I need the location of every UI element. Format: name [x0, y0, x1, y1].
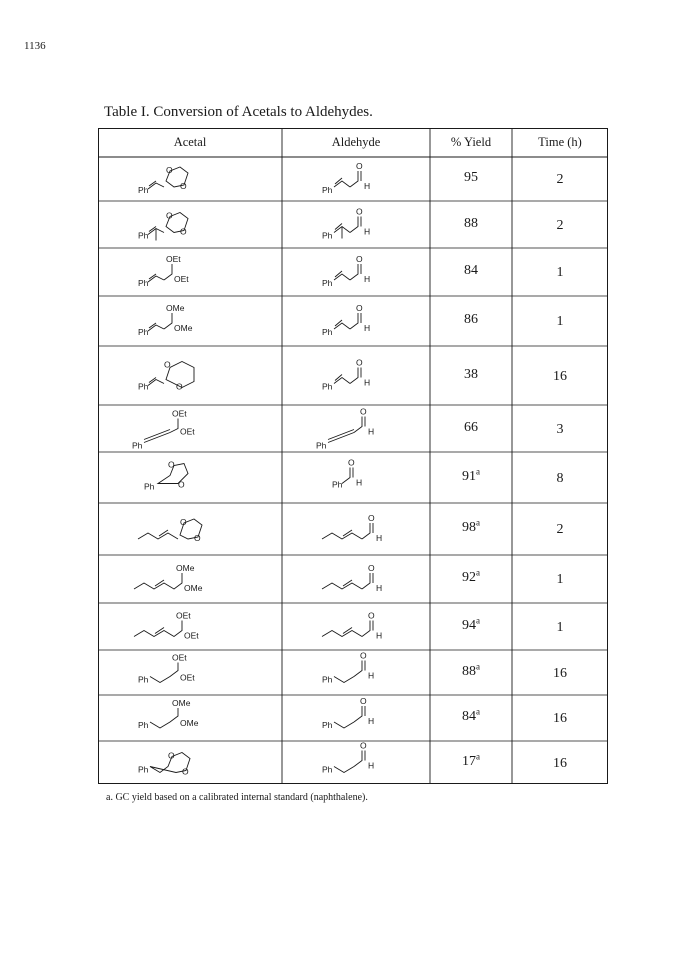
- svg-text:O: O: [360, 696, 367, 706]
- svg-text:Ph: Ph: [138, 278, 149, 288]
- svg-text:OEt: OEt: [180, 672, 195, 683]
- svg-text:O: O: [194, 533, 201, 543]
- svg-text:O: O: [356, 161, 363, 171]
- svg-text:H: H: [376, 533, 383, 543]
- aldehyde-structure: [282, 695, 430, 741]
- yield-cell: [430, 660, 512, 680]
- svg-text:H: H: [368, 716, 375, 726]
- aldehyde-structure: [282, 603, 430, 650]
- svg-text:H: H: [364, 274, 371, 284]
- yield-cell: [430, 465, 512, 485]
- acetal-structure: [98, 201, 282, 248]
- aldehyde-structure: [282, 650, 430, 695]
- svg-text:Ph: Ph: [132, 440, 143, 451]
- time-cell: 1: [556, 265, 564, 280]
- yield-value: 66: [464, 419, 478, 435]
- svg-text:OEt: OEt: [172, 408, 187, 419]
- svg-text:Ph: Ph: [322, 381, 333, 392]
- svg-text:H: H: [364, 323, 371, 333]
- yield-footnote-mark: a: [476, 567, 480, 578]
- svg-text:Ph: Ph: [138, 674, 149, 685]
- time-cell: 16: [553, 665, 567, 681]
- svg-text:OMe: OMe: [172, 698, 191, 708]
- aldehyde-structure: [282, 405, 430, 452]
- svg-text:O: O: [168, 459, 175, 470]
- yield-value: 88: [464, 215, 478, 231]
- svg-text:H: H: [364, 226, 371, 237]
- svg-text:Ph: Ph: [322, 185, 333, 195]
- aldehyde-structure: [282, 157, 430, 201]
- time-cell: 3: [556, 421, 564, 437]
- svg-text:O: O: [166, 210, 173, 221]
- yield-value: 94: [462, 617, 476, 633]
- yield-cell: [430, 170, 512, 186]
- aldehyde-structure: [282, 555, 430, 603]
- svg-text:Ph: Ph: [144, 481, 155, 492]
- time-cell: 2: [556, 217, 564, 233]
- svg-text:O: O: [356, 206, 363, 217]
- table-title: Table I. Conversion of Acetals to Aldehydes.: [104, 104, 373, 120]
- time-cell: 16: [553, 368, 567, 384]
- aldehyde-structure: [282, 503, 430, 555]
- time-cell: 1: [556, 572, 564, 587]
- acetal-structure: [98, 346, 282, 405]
- yield-footnote-mark: a: [476, 706, 480, 717]
- aldehyde-structure: [282, 296, 430, 346]
- time-cell: 16: [553, 755, 567, 771]
- yield-value: 84: [464, 263, 478, 278]
- aldehyde-structure: [282, 452, 430, 503]
- yield-footnote-mark: a: [476, 750, 480, 761]
- yield-cell: [430, 216, 512, 232]
- svg-text:H: H: [368, 760, 375, 771]
- svg-text:O: O: [348, 457, 355, 468]
- svg-text:Ph: Ph: [138, 327, 149, 337]
- svg-text:H: H: [376, 583, 383, 593]
- acetal-structure: [98, 248, 282, 296]
- yield-cell: [430, 567, 512, 586]
- svg-text:OEt: OEt: [172, 652, 187, 663]
- header-aldehyde: Aldehyde: [331, 135, 381, 149]
- acetal-structure: [98, 452, 282, 503]
- svg-text:Ph: Ph: [322, 327, 333, 337]
- yield-footnote-mark: a: [476, 517, 480, 528]
- svg-text:O: O: [182, 766, 189, 777]
- svg-text:OMe: OMe: [166, 303, 185, 313]
- header-yield: % Yield: [450, 135, 492, 149]
- svg-text:OMe: OMe: [176, 563, 195, 573]
- svg-text:Ph: Ph: [322, 764, 333, 775]
- svg-text:O: O: [360, 741, 367, 751]
- svg-text:Ph: Ph: [332, 479, 343, 490]
- time-cell: 8: [556, 470, 564, 486]
- yield-value: 91: [462, 468, 476, 484]
- svg-text:O: O: [368, 513, 375, 523]
- header-acetal: Acetal: [173, 135, 207, 149]
- yield-value: 17: [462, 753, 476, 769]
- acetal-structure: [98, 157, 282, 201]
- svg-text:Ph: Ph: [138, 720, 149, 730]
- svg-text:OMe: OMe: [180, 718, 199, 728]
- acetal-structure: [98, 503, 282, 555]
- svg-text:OEt: OEt: [166, 254, 181, 264]
- svg-text:Ph: Ph: [316, 440, 327, 451]
- yield-value: 86: [464, 312, 478, 327]
- svg-text:Ph: Ph: [322, 720, 333, 730]
- svg-text:O: O: [360, 650, 367, 661]
- svg-text:H: H: [376, 630, 383, 641]
- yield-value: 98: [462, 520, 476, 535]
- svg-text:O: O: [164, 359, 171, 370]
- svg-text:O: O: [180, 517, 187, 527]
- acetal-structure: [98, 555, 282, 603]
- yield-cell: [430, 263, 512, 279]
- svg-text:O: O: [178, 479, 185, 490]
- svg-text:OEt: OEt: [176, 610, 191, 621]
- yield-footnote-mark: a: [476, 660, 480, 671]
- yield-footnote-mark: a: [476, 614, 480, 625]
- svg-text:O: O: [356, 357, 363, 368]
- acetal-structure: [98, 741, 282, 784]
- acetal-structure: [98, 650, 282, 695]
- time-cell: 16: [553, 711, 567, 726]
- svg-text:O: O: [356, 254, 363, 264]
- yield-cell: [430, 420, 512, 436]
- yield-value: 88: [462, 663, 476, 679]
- acetal-structure: [98, 405, 282, 452]
- yield-cell: [430, 312, 512, 328]
- yield-footnote-mark: a: [476, 465, 480, 476]
- time-cell: 1: [556, 619, 564, 635]
- svg-text:O: O: [166, 165, 173, 175]
- svg-text:H: H: [356, 477, 363, 488]
- svg-text:O: O: [176, 381, 183, 392]
- header-time: Time (h): [538, 135, 582, 149]
- svg-text:OMe: OMe: [184, 583, 203, 593]
- yield-cell: [430, 367, 512, 383]
- svg-text:O: O: [356, 303, 363, 313]
- svg-text:Ph: Ph: [138, 764, 149, 775]
- acetal-structure: [98, 296, 282, 346]
- footnote: a. GC yield based on a calibrated internal standard (naphthalene).: [106, 792, 368, 803]
- aldehyde-structure: [282, 741, 430, 784]
- aldehyde-structure: [282, 248, 430, 296]
- svg-text:O: O: [180, 226, 187, 237]
- svg-text:Ph: Ph: [138, 230, 149, 241]
- svg-text:Ph: Ph: [322, 674, 333, 685]
- yield-cell: [430, 614, 512, 634]
- acetal-conversion-table: [98, 128, 608, 784]
- acetal-structure: [98, 603, 282, 650]
- svg-text:OMe: OMe: [174, 323, 193, 333]
- yield-value: 38: [464, 366, 478, 382]
- yield-cell: [430, 517, 512, 536]
- svg-text:Ph: Ph: [322, 278, 333, 288]
- svg-text:Ph: Ph: [138, 185, 149, 195]
- acetal-structure: [98, 695, 282, 741]
- svg-text:O: O: [180, 181, 187, 191]
- svg-text:O: O: [368, 610, 375, 621]
- yield-value: 92: [462, 570, 476, 585]
- svg-text:H: H: [368, 670, 375, 681]
- svg-text:OEt: OEt: [184, 630, 199, 641]
- svg-text:H: H: [364, 377, 371, 388]
- yield-cell: [430, 706, 512, 725]
- yield-value: 95: [464, 170, 478, 185]
- svg-text:O: O: [368, 563, 375, 573]
- svg-text:Ph: Ph: [138, 381, 149, 392]
- aldehyde-structure: [282, 346, 430, 405]
- yield-value: 84: [462, 709, 476, 724]
- aldehyde-structure: [282, 201, 430, 248]
- svg-text:O: O: [168, 750, 175, 761]
- time-cell: 2: [556, 522, 564, 537]
- yield-cell: [430, 750, 512, 770]
- time-cell: 1: [556, 314, 564, 329]
- page-number: 1136: [24, 40, 46, 52]
- svg-text:H: H: [368, 426, 375, 437]
- svg-text:OEt: OEt: [174, 274, 189, 284]
- svg-text:OEt: OEt: [180, 426, 195, 437]
- time-cell: 2: [556, 172, 564, 187]
- svg-text:O: O: [360, 406, 367, 417]
- svg-text:Ph: Ph: [322, 230, 333, 241]
- svg-text:H: H: [364, 181, 371, 191]
